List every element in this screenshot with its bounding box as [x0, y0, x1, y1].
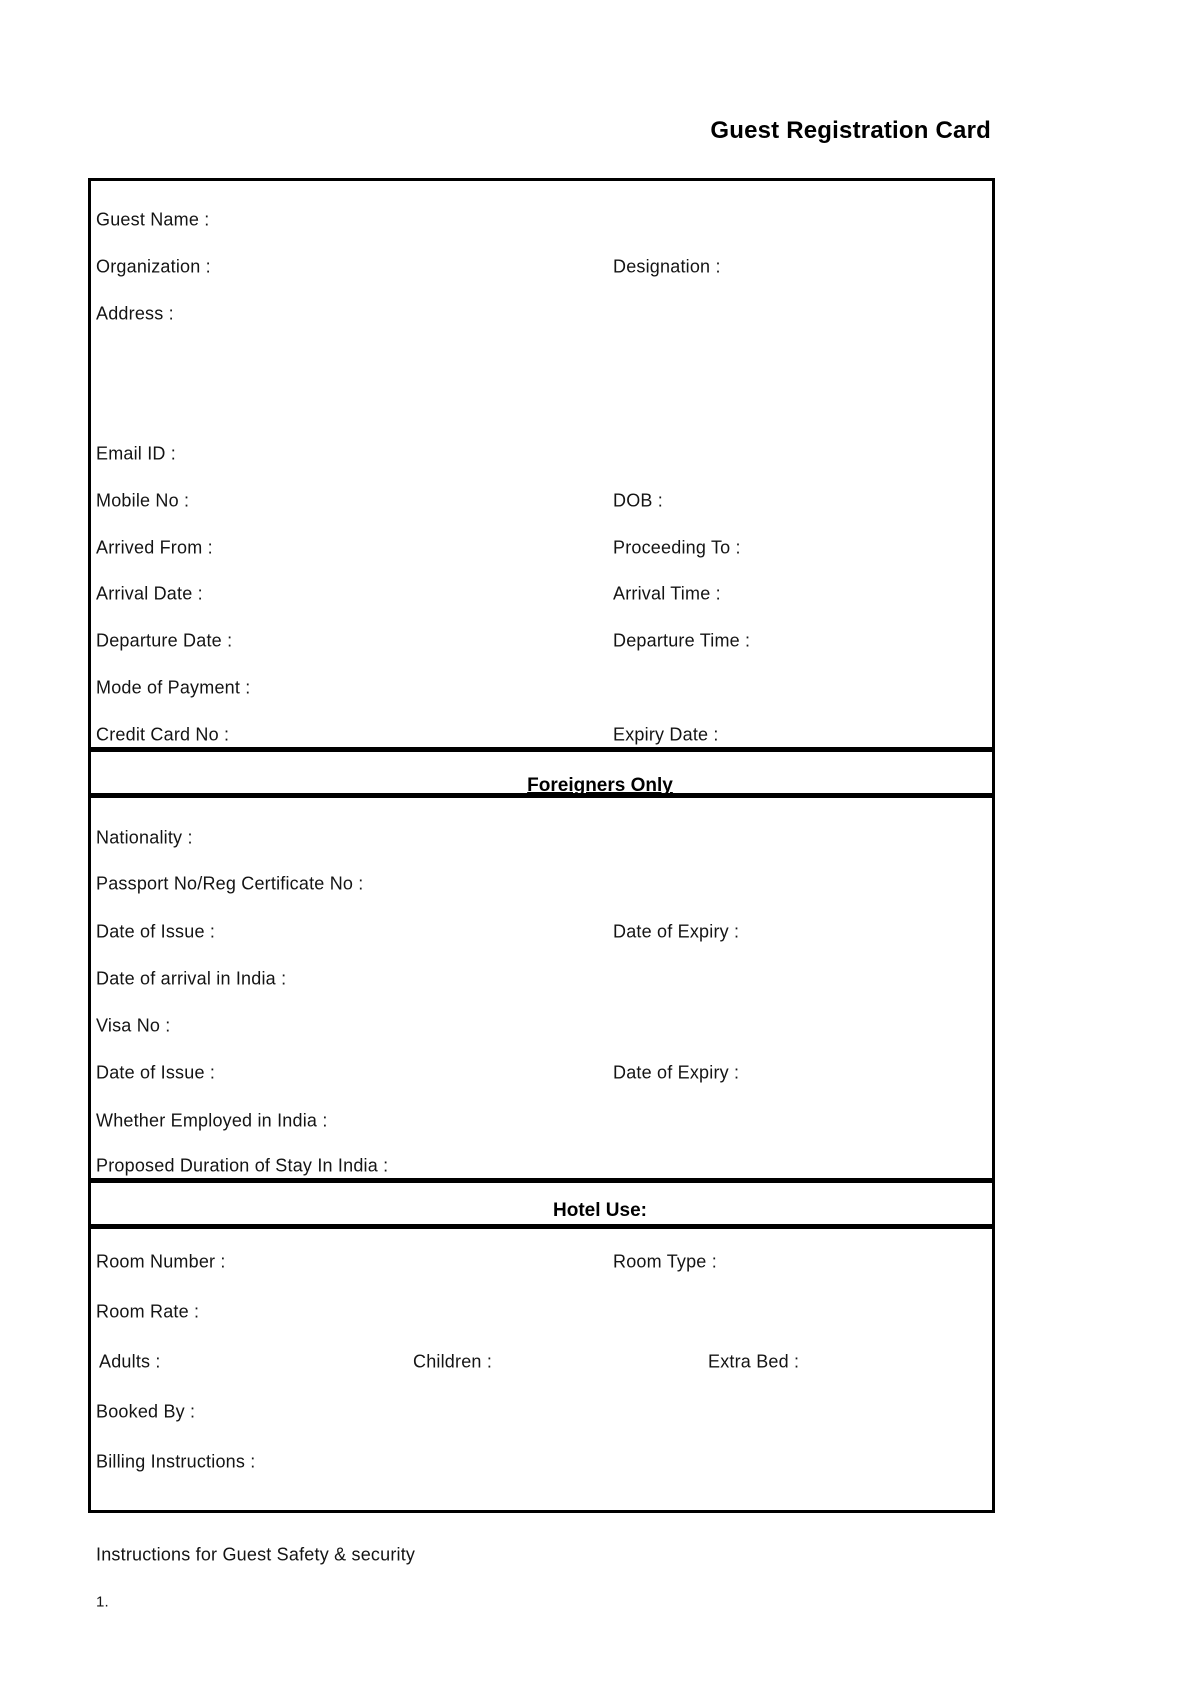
field-label-date-of-arrival-india: Date of arrival in India : [96, 968, 287, 989]
safety-instructions-item-1: 1. [96, 1593, 109, 1611]
field-label-extra-bed: Extra Bed : [708, 1351, 800, 1372]
field-label-proceeding-to: Proceeding To : [613, 537, 741, 558]
field-label-dob: DOB : [613, 490, 664, 511]
field-label-billing-instructions: Billing Instructions : [96, 1451, 256, 1472]
field-label-nationality: Nationality : [96, 827, 193, 848]
field-label-mobile-no: Mobile No : [96, 490, 190, 511]
field-label-date-of-issue-2: Date of Issue : [96, 1062, 216, 1083]
field-label-proposed-duration: Proposed Duration of Stay In India : [96, 1155, 389, 1176]
field-label-arrival-time: Arrival Time : [613, 583, 721, 604]
field-label-departure-date: Departure Date : [96, 630, 233, 651]
field-label-address: Address : [96, 303, 174, 324]
safety-instructions-heading: Instructions for Guest Safety & security [96, 1544, 416, 1565]
field-label-email-id: Email ID : [96, 443, 177, 464]
field-label-booked-by: Booked By : [96, 1401, 196, 1422]
field-label-passport-no: Passport No/Reg Certificate No : [96, 873, 364, 894]
section-header-foreigners-only: Foreigners Only [527, 775, 673, 796]
field-label-adults: Adults : [99, 1351, 161, 1372]
field-label-visa-no: Visa No : [96, 1015, 171, 1036]
field-label-departure-time: Departure Time : [613, 630, 751, 651]
field-label-room-number: Room Number : [96, 1251, 226, 1272]
field-label-room-type: Room Type : [613, 1251, 717, 1272]
field-label-date-of-expiry-2: Date of Expiry : [613, 1062, 740, 1083]
field-label-designation: Designation : [613, 256, 721, 277]
guest-details-box [88, 178, 995, 752]
field-label-room-rate: Room Rate : [96, 1301, 200, 1322]
page-title: Guest Registration Card [710, 117, 991, 144]
field-label-guest-name: Guest Name : [96, 209, 210, 230]
field-label-whether-employed: Whether Employed in India : [96, 1110, 328, 1131]
field-label-date-of-expiry-1: Date of Expiry : [613, 921, 740, 942]
field-label-mode-of-payment: Mode of Payment : [96, 677, 251, 698]
section-header-hotel-use: Hotel Use: [553, 1200, 647, 1221]
field-label-arrived-from: Arrived From : [96, 537, 213, 558]
field-label-expiry-date: Expiry Date : [613, 724, 719, 745]
field-label-credit-card-no: Credit Card No : [96, 724, 230, 745]
field-label-children: Children : [413, 1351, 493, 1372]
field-label-arrival-date: Arrival Date : [96, 583, 203, 604]
field-label-date-of-issue-1: Date of Issue : [96, 921, 216, 942]
field-label-organization: Organization : [96, 256, 211, 277]
